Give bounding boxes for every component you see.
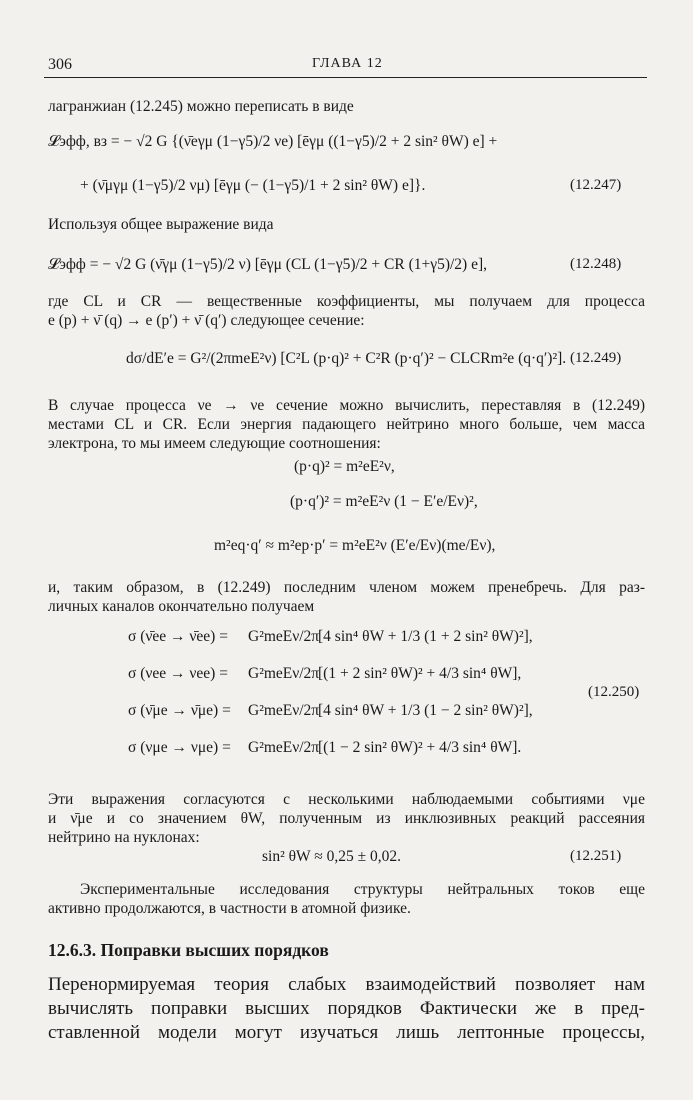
paragraph-neglect: и, таким образом, в (12.249) последним членом можем пренебречь. Для раз- — [48, 579, 645, 596]
paragraph-general: Используя общее выражение вида — [48, 216, 274, 233]
paragraph-case: электрона, то мы имеем следующие соотношения: — [48, 435, 381, 452]
cross-section-coefficient: G²meEν/2π — [248, 665, 320, 682]
cross-section-coefficient: G²meEν/2π — [248, 628, 320, 645]
cross-section-bracket: [4 sin⁴ θW + 1/3 (1 + 2 sin² θW)²], — [318, 628, 533, 645]
equation-12-247-line1: 𝓛эфф, вз = − √2 G {(ν̄eγμ (1−γ5)/2 νe) [ēγμ ((1−γ5)/2 + 2 sin² θW) e] + — [48, 133, 498, 150]
cross-section-lhs: σ (νee → νee) = — [128, 665, 228, 682]
paragraph-intro: лагранжиан (12.245) можно переписать в виде — [48, 98, 354, 115]
section-number: 12.6.3. — [48, 940, 97, 960]
paragraph-experimental: активно продолжаются, в частности в атомной физике. — [48, 900, 411, 917]
paragraph-agreement: и ν̄μe и со значением θW, полученным из инклюзивных реакций рассеяния — [48, 810, 645, 827]
header-rule — [44, 77, 647, 78]
equation-number: (12.250) — [588, 684, 640, 700]
cross-section-lhs: σ (νμe → νμe) = — [128, 739, 231, 756]
paragraph-neglect: личных каналов окончательно получаем — [48, 598, 315, 615]
paragraph-case: местами CL и CR. Если энергия падающего нейтрино много больше, чем масса — [48, 416, 645, 433]
equation-number: (12.251) — [570, 848, 622, 864]
paragraph-process: e (p) + ν̄ (q) → e (p′) + ν̄ (q′) следующее сечение: — [48, 312, 365, 329]
cross-section-lhs: σ (ν̄ee → ν̄ee) = — [128, 628, 228, 645]
section-title: Поправки высших порядков — [100, 940, 329, 960]
equation-12-247-line2: + (ν̄μγμ (1−γ5)/2 νμ) [ēγμ (− (1−γ5)/1 + 2 sin² θW) e]}. — [80, 177, 426, 194]
page-number: 306 — [48, 56, 72, 73]
paragraph-renormalizable: вычислять поправки высших порядков Фактически же в пред- — [48, 998, 645, 1019]
relation-1: (p·q)² = m²eE²ν, — [294, 458, 395, 475]
cross-section-bracket: [4 sin⁴ θW + 1/3 (1 − 2 sin² θW)²], — [318, 702, 533, 719]
cross-section-lhs: σ (ν̄μe → ν̄μe) = — [128, 702, 231, 719]
cross-section-bracket: [(1 − 2 sin² θW)² + 4/3 sin⁴ θW]. — [318, 739, 522, 756]
cross-section-coefficient: G²meEν/2π — [248, 702, 320, 719]
section-heading — [48, 940, 329, 961]
equation-12-249: dσ/dE′e = G²/(2πmeE²ν) [C²L (p·q)² + C²R (p·q′)² − CLCRm²e (q·q′)²]. — [126, 350, 567, 367]
equation-number: (12.248) — [570, 256, 622, 272]
equation-12-248: 𝓛эфф = − √2 G (ν̄γμ (1−γ5)/2 ν) [ēγμ (CL (1−γ5)/2 + CR (1+γ5)/2) e], — [48, 256, 488, 273]
equation-number: (12.247) — [570, 177, 622, 193]
paragraph-experimental: Экспериментальные исследования структуры нейтральных токов еще — [80, 881, 645, 898]
equation-12-251: sin² θW ≈ 0,25 ± 0,02. — [262, 848, 402, 865]
paragraph-coefficients: где CL и CR — вещественные коэффициенты, мы получаем для процесса — [48, 293, 645, 310]
relation-2: (p·q′)² = m²eE²ν (1 − E′e/Eν)², — [290, 493, 478, 510]
cross-section-bracket: [(1 + 2 sin² θW)² + 4/3 sin⁴ θW], — [318, 665, 522, 682]
cross-section-coefficient: G²meEν/2π — [248, 739, 320, 756]
relation-3: m²eq·q′ ≈ m²ep·p′ = m²eE²ν (E′e/Eν)(me/Eν), — [214, 537, 496, 554]
equation-number: (12.249) — [570, 350, 622, 366]
paragraph-agreement: Эти выражения согласуются с несколькими наблюдаемыми событиями νμe — [48, 791, 645, 808]
chapter-title: ГЛАВА 12 — [312, 56, 383, 71]
paragraph-agreement: нейтрино на нуклонах: — [48, 829, 200, 846]
paragraph-renormalizable: Перенормируемая теория слабых взаимодействий позволяет нам — [48, 974, 645, 995]
paragraph-case: В случае процесса νe → νe сечение можно вычислить, переставляя в (12.249) — [48, 397, 645, 414]
paragraph-renormalizable: ставленной модели могут изучаться лишь лептонные процессы, — [48, 1022, 645, 1043]
